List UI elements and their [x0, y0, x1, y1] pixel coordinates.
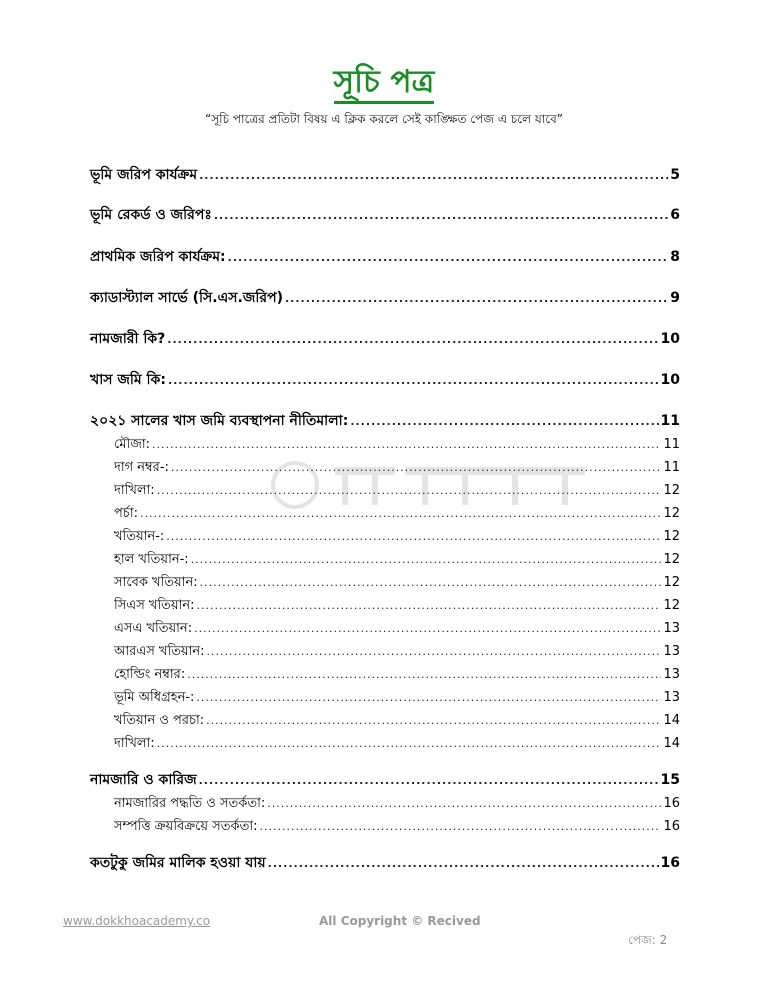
toc-entry-page: 12: [663, 598, 680, 613]
toc-leader-dots: [268, 854, 659, 874]
toc-entry[interactable]: [90, 411, 680, 432]
toc-subentry[interactable]: [90, 619, 680, 639]
toc-subentry[interactable]: [90, 573, 680, 593]
toc-leader-dots: [140, 504, 661, 524]
toc-entry-label: নামজারির পদ্ধতি ও সতর্কতা:: [114, 796, 266, 811]
toc-entry-page: 12: [663, 483, 680, 498]
toc-leader-dots: [194, 619, 661, 639]
toc-leader-dots: [166, 527, 661, 547]
toc-entry-page: 16: [663, 819, 680, 834]
toc-entry[interactable]: [90, 770, 680, 791]
toc-entry-page: 10: [660, 331, 680, 347]
toc-entry-label: খাস জমি কি:: [90, 372, 166, 388]
toc-entry-page: 13: [663, 667, 680, 682]
toc-entry-label: মৌজা:: [114, 437, 150, 452]
toc-leader-dots: [350, 412, 658, 432]
toc-entry-page: 12: [663, 506, 680, 521]
toc-leader-dots: [157, 734, 662, 754]
toc-subentry[interactable]: [90, 458, 680, 478]
toc-leader-dots: [200, 573, 662, 593]
toc-entry-page: 11: [663, 437, 680, 452]
footer-page-number: পেজ: 2: [628, 933, 668, 947]
toc-leader-dots: [206, 711, 661, 731]
toc-entry-label: কতটুকু জমির মালিক হওয়া যায়: [90, 855, 266, 871]
toc-subentry[interactable]: [90, 550, 680, 570]
toc-entry-label: ভূমি জরিপ কার্যক্রম: [90, 167, 198, 183]
toc-entry-page: 13: [663, 621, 680, 636]
toc-entry-page: 10: [660, 372, 680, 388]
toc-leader-dots: [214, 206, 668, 226]
toc-leader-dots: [196, 688, 661, 708]
toc-entry-page: 16: [660, 855, 680, 871]
toc-entry-page: 11: [663, 460, 680, 475]
toc-entry[interactable]: [90, 165, 680, 186]
toc-subentry[interactable]: [90, 642, 680, 662]
toc-leader-dots: [171, 458, 662, 478]
page-title: [0, 58, 768, 110]
toc-subentry[interactable]: [90, 527, 680, 547]
toc-leader-dots: [187, 665, 661, 685]
toc-entry-label: সাবেক খতিয়ান:: [114, 575, 198, 590]
toc-leader-dots: [199, 166, 668, 186]
toc-entry-label: সম্পত্তি ক্রয়বিক্রয়ে সতর্কতা:: [114, 819, 258, 834]
toc-entry-label: হোল্ডিং নম্বার:: [114, 667, 186, 682]
toc-entry-label: দাগ নম্বর-:: [114, 460, 169, 475]
toc-leader-dots: [157, 481, 662, 501]
toc-leader-dots: [168, 371, 659, 391]
toc-entry-label: হাল খতিয়ান-:: [114, 552, 189, 567]
toc-entry[interactable]: [90, 853, 680, 874]
toc-leader-dots: [199, 771, 659, 791]
toc-entry-page: 13: [663, 644, 680, 659]
toc-entry-label: আরএস খতিয়ান:: [114, 644, 205, 659]
toc-entry-label: এসএ খতিয়ান:: [114, 621, 193, 636]
toc-leader-dots: [207, 642, 662, 662]
toc-entry-page: 8: [670, 249, 680, 265]
toc-entry[interactable]: [90, 288, 680, 309]
toc-entry[interactable]: [90, 370, 680, 391]
toc-entry-page: 16: [663, 796, 680, 811]
toc-subentry[interactable]: [90, 794, 680, 814]
toc-leader-dots: [191, 550, 662, 570]
toc-subentry[interactable]: [90, 665, 680, 685]
toc-entry-label: দাখিলা:: [114, 483, 155, 498]
toc-leader-dots: [228, 248, 669, 268]
toc-entry-page: 12: [663, 529, 680, 544]
toc-entry-label: সিএস খতিয়ান:: [114, 598, 195, 613]
toc-entry[interactable]: [90, 247, 680, 268]
toc-entry-label: খতিয়ান ও পরচা:: [114, 713, 205, 728]
toc-subentry[interactable]: [90, 596, 680, 616]
toc-entry-page: 14: [663, 713, 680, 728]
toc-entry-label: পর্চা:: [114, 506, 138, 521]
toc-leader-dots: [285, 289, 668, 309]
toc-entry-label: ক্যাডাস্ট্যাল সার্ভে (সি.এস.জরিপ): [90, 290, 283, 306]
toc-subentry[interactable]: [90, 504, 680, 524]
toc-entry-label: প্রাথমিক জরিপ কার্যক্রম:: [90, 249, 226, 265]
toc-subentry[interactable]: [90, 711, 680, 731]
toc-entry-page: 15: [660, 772, 680, 788]
toc-leader-dots: [260, 817, 662, 837]
toc-entry-label: দাখিলা:: [114, 736, 155, 751]
toc-entry-page: 12: [663, 575, 680, 590]
toc-entry-page: 11: [660, 413, 680, 429]
toc-leader-dots: [152, 435, 661, 455]
toc-entry[interactable]: [90, 205, 680, 226]
toc-leader-dots: [197, 596, 662, 616]
footer-copyright: All Copyright © Recived: [319, 914, 481, 928]
toc-entry-page: 12: [663, 552, 680, 567]
toc-subentry[interactable]: [90, 734, 680, 754]
toc-entry-page: 9: [670, 290, 680, 306]
page-subtitle: “সূচি পাত্রের প্রতিটা বিষয় এ ক্লিক করলে সেই কাঙ্ক্ষিত পেজ এ চলে যাবে”: [205, 112, 563, 126]
toc-entry-page: 14: [663, 736, 680, 751]
toc-entry[interactable]: [90, 329, 680, 350]
toc-entry-label: খতিয়ান-:: [114, 529, 165, 544]
toc-entry-label: ভূমি অধিগ্রহন-:: [114, 690, 195, 705]
page-title-text: সূচি পত্র: [334, 64, 435, 104]
toc-entry-page: 13: [663, 690, 680, 705]
toc-subentry[interactable]: [90, 481, 680, 501]
toc-entry-page: 5: [670, 167, 680, 183]
toc-leader-dots: [167, 330, 658, 350]
toc-leader-dots: [267, 794, 661, 814]
toc-subentry[interactable]: [90, 688, 680, 708]
footer-website-link[interactable]: www.dokkhoacademy.co: [63, 914, 211, 928]
toc-entry-label: নামজারী কি?: [90, 331, 166, 347]
toc-entry-label: ভূমি রেকর্ড ও জরিপঃ: [90, 207, 212, 223]
toc-entry-label: নামজারি ও কারিজ: [90, 772, 197, 788]
toc-entry-label: ২০২১ সালের খাস জমি ব্যবস্থাপনা নীতিমালা:: [90, 413, 349, 429]
toc-subentry[interactable]: [90, 817, 680, 837]
toc-entry-page: 6: [670, 207, 680, 223]
toc-subentry[interactable]: [90, 435, 680, 455]
